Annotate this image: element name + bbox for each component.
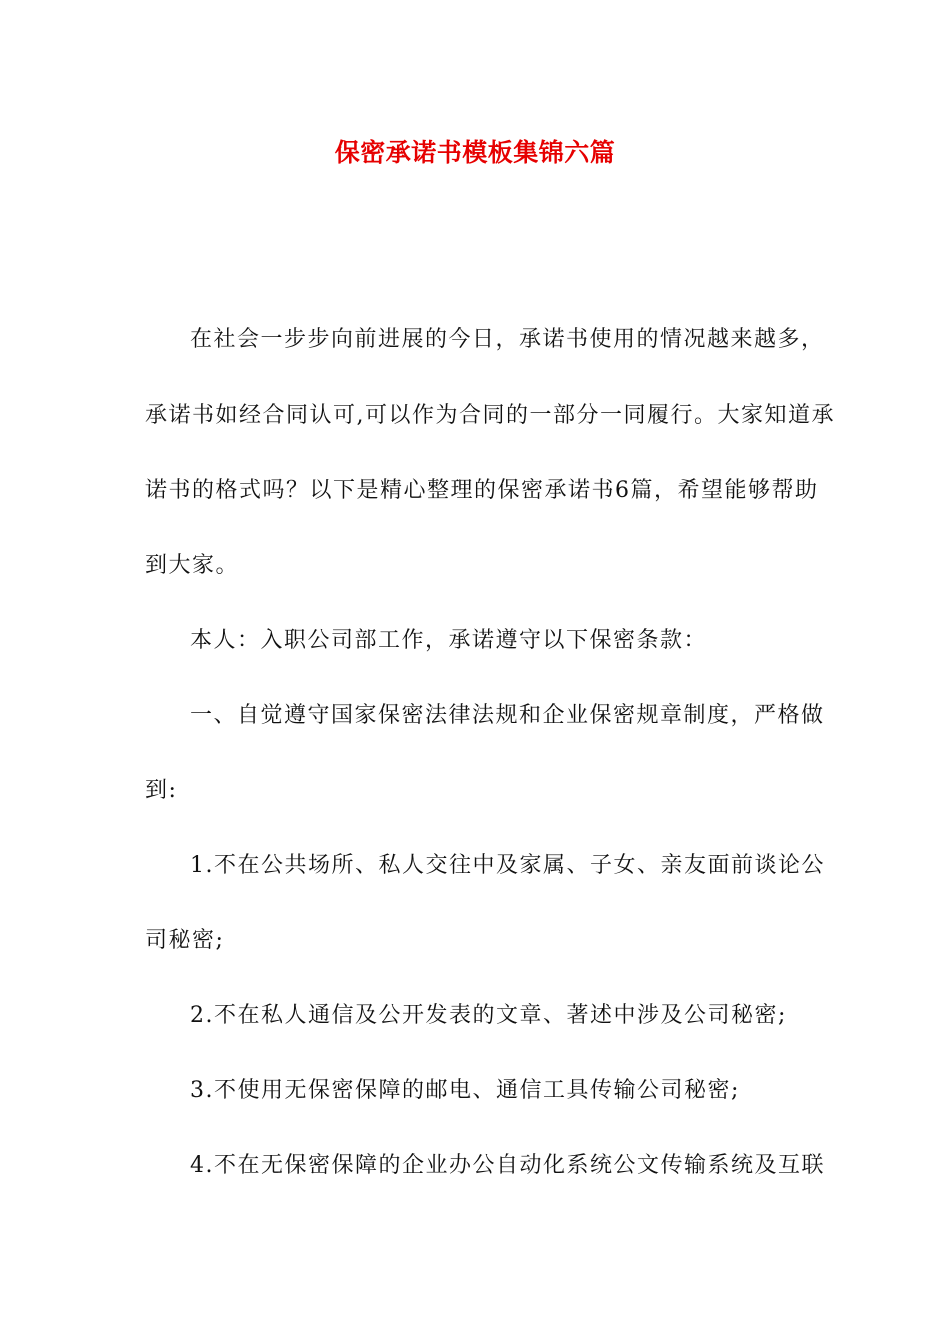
paragraph-line: 在社会一步步向前进展的今日，承诺书使用的情况越来越多，	[190, 327, 825, 352]
list-item-line: 4.不在无保密保障的企业办公自动化系统公文传输系统及互联	[190, 1153, 825, 1178]
list-item-line: 2.不在私人通信及公开发表的文章、著述中涉及公司秘密;	[190, 1003, 787, 1028]
paragraph-line: 到大家。	[145, 553, 240, 578]
paragraph-line: 一、自觉遵守国家保密法律法规和企业保密规章制度，严格做	[190, 703, 825, 728]
list-item-line: 司秘密;	[145, 928, 225, 953]
list-item-line: 1.不在公共场所、私人交往中及家属、子女、亲友面前谈论公	[190, 853, 825, 878]
paragraph-line: 本人：入职公司部工作，承诺遵守以下保密条款：	[190, 628, 708, 653]
list-item-line: 3.不使用无保密保障的邮电、通信工具传输公司秘密;	[190, 1078, 740, 1103]
paragraph-line: 到:	[145, 778, 178, 803]
paragraph-line: 承诺书如经合同认可,可以作为合同的一部分一同履行。大家知道承	[145, 403, 835, 428]
paragraph-line: 诺书的格式吗？以下是精心整理的保密承诺书6篇，希望能够帮助	[145, 478, 819, 503]
document-title: 保密承诺书模板集锦六篇	[334, 138, 616, 167]
